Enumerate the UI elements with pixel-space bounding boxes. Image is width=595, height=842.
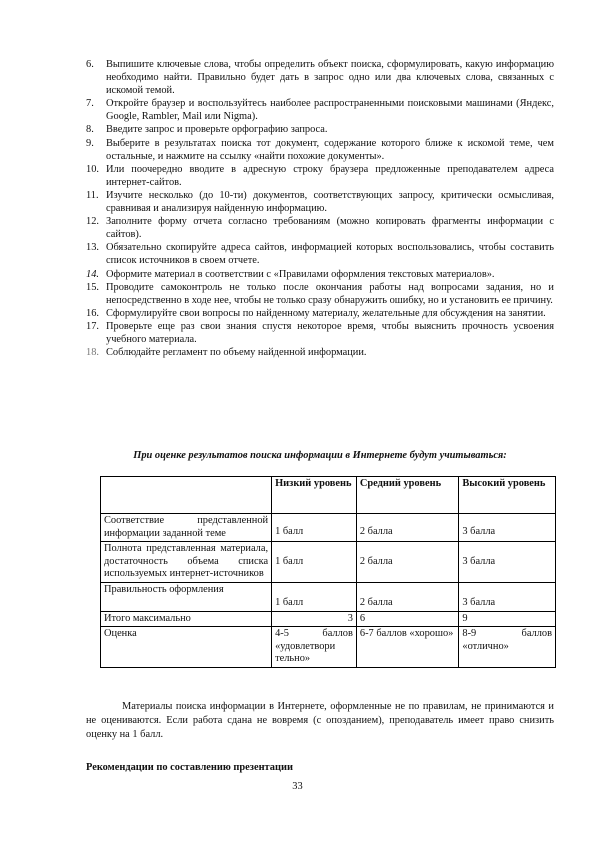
total-label-cell: Итого максимально bbox=[101, 611, 272, 627]
criteria-table bbox=[100, 476, 556, 668]
item-text: Введите запрос и проверьте орфографию запроса. bbox=[106, 124, 328, 136]
criteria-heading: При оценке результатов поиска информации в Интернете будут учитываться: bbox=[133, 450, 507, 461]
grade-row bbox=[101, 627, 556, 668]
list-item bbox=[86, 320, 554, 346]
item-number: 16. bbox=[86, 307, 99, 319]
list-item bbox=[86, 123, 554, 136]
item-text: Проводите самоконтроль не только после окончания работы над вопросами задания, но и непосредственно в ходе нее, чтобы не только сразу обнаружить ошибку, но и установить ее причину. bbox=[106, 281, 554, 306]
item-text: Проверьте еще раз свои знания спустя некоторое время, чтобы выяснить прочность усвоения учебного материала. bbox=[106, 320, 554, 345]
item-number: 18. bbox=[86, 347, 99, 359]
item-number: 17. bbox=[86, 320, 99, 332]
table-row bbox=[101, 514, 556, 542]
item-text: Заполните форму отчета согласно требованиям (можно копировать фрагменты информации с сайтов). bbox=[106, 216, 554, 241]
criterion-cell: Правильность оформления bbox=[101, 582, 272, 611]
header-cell-low: Низкий уровень bbox=[272, 477, 357, 514]
table-row bbox=[101, 582, 556, 611]
page-number: 33 bbox=[292, 781, 303, 792]
item-number: 11. bbox=[86, 189, 99, 201]
list-item bbox=[86, 163, 554, 189]
item-text: Откройте браузер и воспользуйтесь наиболее распространенными поисковыми машинами (Яндекс, Google, Rambler, Mail или Nigma). bbox=[106, 98, 554, 123]
item-text: Обязательно скопируйте адреса сайтов, информацией которых воспользовались, чтобы составить список источников в своем отчете. bbox=[106, 242, 554, 267]
score-low-cell: 1 балл bbox=[272, 514, 357, 542]
list-item bbox=[86, 215, 554, 241]
header-cell-empty bbox=[101, 477, 272, 514]
item-number: 10. bbox=[86, 163, 99, 175]
section-heading: Рекомендации по составлению презентации bbox=[86, 762, 293, 773]
item-text: Соблюдайте регламент по объему найденной информации. bbox=[106, 347, 367, 359]
score-low-cell: 1 балл bbox=[272, 582, 357, 611]
item-number: 12. bbox=[86, 216, 99, 228]
total-row bbox=[101, 611, 556, 627]
grade-label-cell: Оценка bbox=[101, 627, 272, 668]
item-number: 9. bbox=[86, 137, 94, 149]
table-header-row bbox=[101, 477, 556, 514]
header-cell-high: Высокий уровень bbox=[459, 477, 556, 514]
item-text: Выберите в результатах поиска тот документ, содержание которого ближе к искомой теме, чем остальные, и нажмите на ссылку «найти похожие документы». bbox=[106, 137, 554, 162]
list-item bbox=[86, 268, 554, 281]
score-mid-cell: 2 балла bbox=[356, 582, 458, 611]
list-item bbox=[86, 58, 554, 97]
item-number: 7. bbox=[86, 98, 94, 110]
score-high-cell: 3 балла bbox=[459, 582, 556, 611]
instruction-list bbox=[86, 58, 554, 359]
score-mid-cell: 2 балла bbox=[356, 542, 458, 583]
grade-low-cell: 4-5 баллов «удовлетвори тельно» bbox=[272, 627, 357, 668]
header-cell-mid: Средний уровень bbox=[356, 477, 458, 514]
item-number: 8. bbox=[86, 124, 94, 136]
score-high-cell: 3 балла bbox=[459, 514, 556, 542]
list-item bbox=[86, 241, 554, 267]
grade-high-cell: 8-9 баллов «отлично» bbox=[459, 627, 556, 668]
item-text: Выпишите ключевые слова, чтобы определить объект поиска, сформулировать, какую информацию необходимо найти. Правильно будет дать в запрос одно или два ключевых слова, связанных с искомой темой. bbox=[106, 59, 554, 97]
list-item bbox=[86, 307, 554, 320]
list-item bbox=[86, 346, 554, 359]
item-number: 15. bbox=[86, 281, 99, 293]
item-number: 14. bbox=[86, 268, 99, 280]
score-high-cell: 3 балла bbox=[459, 542, 556, 583]
total-high-cell: 9 bbox=[459, 611, 556, 627]
item-text: Изучите несколько (до 10-ти) документов, соответствующих запросу, критически осмысливая, сравнивая и анализируя найденную информацию. bbox=[106, 189, 554, 215]
total-low-cell: 3 bbox=[272, 611, 357, 627]
rules-paragraph: Материалы поиска информации в Интернете, оформленные не по правилам, не принимаются и не оцениваются. Если работа сдана не вовремя (с опозданием), преподаватель имеет право снизить оценку на 1 балл. bbox=[86, 701, 554, 740]
item-text: Или поочередно вводите в адресную строку браузера предложенные преподавателем адреса интернет-сайтов. bbox=[106, 163, 554, 188]
total-mid-cell: 6 bbox=[356, 611, 458, 627]
list-item bbox=[86, 189, 554, 215]
item-number: 6. bbox=[86, 59, 94, 70]
criterion-cell: Полнота представленная материала, достаточность объема списка используемых интернет-источников bbox=[101, 542, 272, 583]
grade-mid-cell: 6-7 баллов «хорошо» bbox=[356, 627, 458, 668]
item-number: 13. bbox=[86, 242, 99, 254]
item-text: Сформулируйте свои вопросы по найденному материалу, желательные для обсуждения на занятии. bbox=[106, 307, 546, 319]
score-mid-cell: 2 балла bbox=[356, 514, 458, 542]
table-row bbox=[101, 542, 556, 583]
item-text: Оформите материал в соответствии с «Правилами оформления текстовых материалов». bbox=[106, 268, 495, 280]
score-low-cell: 1 балл bbox=[272, 542, 357, 583]
list-item bbox=[86, 281, 554, 307]
list-item bbox=[86, 137, 554, 163]
list-item bbox=[86, 97, 554, 123]
criterion-cell: Соответствие представленной информации заданной теме bbox=[101, 514, 272, 542]
